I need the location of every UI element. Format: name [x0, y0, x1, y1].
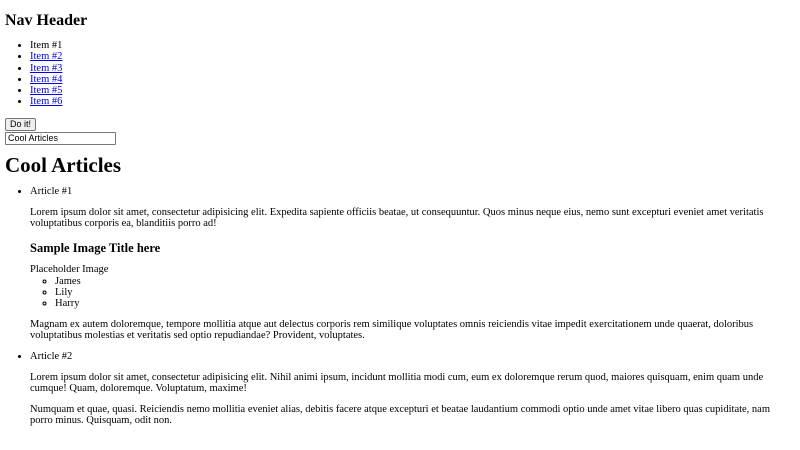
nav-list — [5, 40, 795, 108]
nav-item-4 — [30, 74, 795, 85]
names-list — [30, 276, 795, 310]
name-item: ◦ Harry — [55, 298, 795, 309]
nav-link-item-6[interactable]: Item #6 — [30, 96, 63, 108]
nav-item-label: Item #1 — [30, 40, 63, 51]
article-item-2 — [30, 351, 795, 427]
article-paragraph: Lorem ipsum dolor sit amet, consectetur adipisicing elit. Nihil animi ipsum, incidunt mollitia modi cum, eum ex doloremque rerum quod, maiores quisquam, enim quam unde cumque! Quam, doloremque. Voluptatum, maxime! — [30, 371, 764, 395]
name-item: ◦ James — [55, 276, 795, 287]
nav-link-item-2[interactable]: Item #2 — [30, 51, 63, 63]
article-title: • Article #2 — [30, 350, 73, 362]
page — [0, 11, 800, 450]
nav-item-2 — [30, 51, 795, 62]
placeholder-image — [30, 264, 108, 275]
image-title: Sample Image Title here — [30, 240, 161, 255]
article-title: • Article #1 — [30, 185, 73, 197]
do-it-button[interactable]: Do it! — [5, 118, 36, 131]
nav-item-5 — [30, 85, 795, 96]
nav-link-item-3[interactable]: Item #3 — [30, 62, 63, 74]
article-paragraph: Magnam ex autem doloremque, tempore mollitia atque aut delectus corporis rem similique voluptates omnis reiciendis vitae impedit exercitationem unde quaerat, doloribus voluptatibus molestias et veritatis sed optio repudiandae? Provident, voluptates. — [30, 318, 754, 342]
article-paragraph: Numquam et quae, quasi. Reiciendis nemo mollitia eveniet alias, debitis facere atque excepturi et beatae laudantium commodi optio unde amet vitae libero quas cupiditate, nam porro minus. Quisquam, odit non. — [30, 403, 771, 427]
article-list — [5, 186, 795, 427]
nav-item-3 — [30, 63, 795, 74]
image-alt-text: Placeholder Image — [30, 263, 109, 275]
nav-item-1 — [30, 40, 795, 51]
nav-item-6 — [30, 96, 795, 107]
nav-link-item-4[interactable]: Item #4 — [30, 73, 63, 85]
name-item: ◦ Lily — [55, 287, 795, 298]
title-input[interactable] — [5, 132, 116, 145]
page-title: Cool Articles — [5, 152, 122, 177]
nav-header: Nav Header — [5, 12, 88, 29]
article-item-1 — [30, 186, 795, 342]
article-paragraph: Lorem ipsum dolor sit amet, consectetur adipisicing elit. Expedita sapiente officiis beatae, ut consequuntur. Quos minus neque eius, nemo sunt excepturi eveniet amet veritatis voluptatibus corporis ea, blanditiis porro ad! — [30, 206, 764, 230]
nav-link-item-5[interactable]: Item #5 — [30, 85, 63, 97]
